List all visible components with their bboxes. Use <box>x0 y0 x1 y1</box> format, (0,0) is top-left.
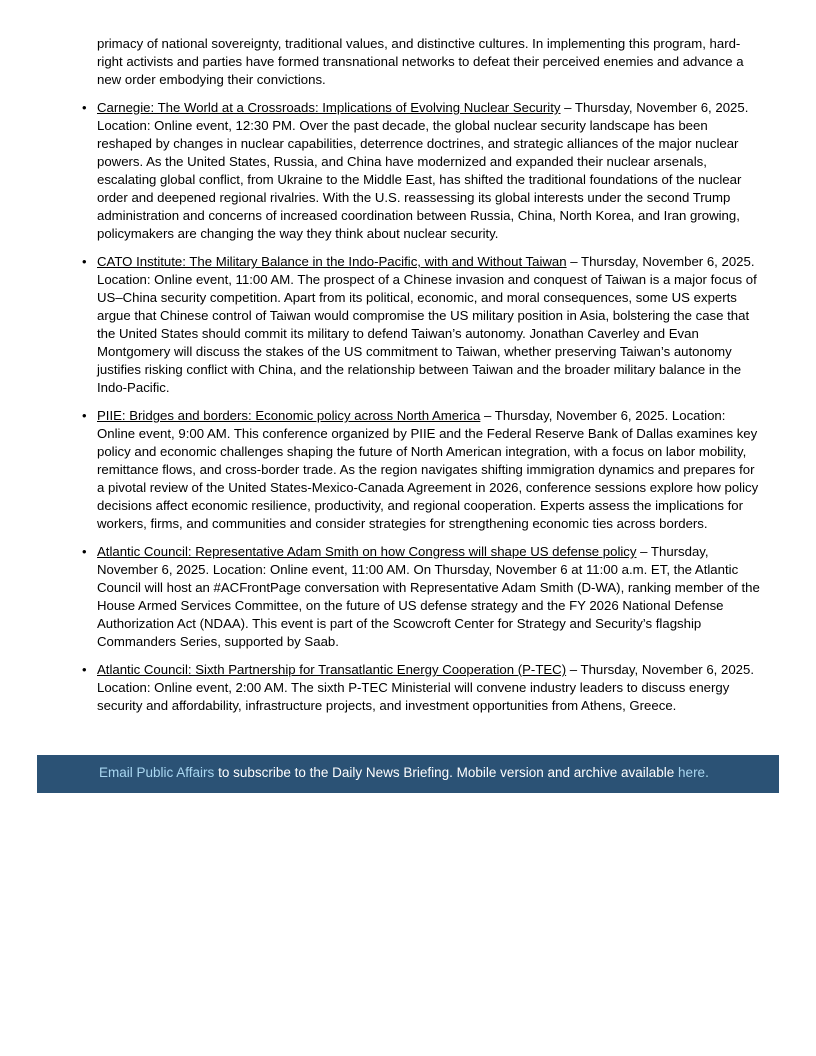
event-item <box>82 661 761 715</box>
briefing-content <box>82 35 761 725</box>
archive-here-link[interactable]: here. <box>678 765 709 780</box>
email-public-affairs-link[interactable]: Email Public Affairs <box>99 765 215 780</box>
event-link[interactable]: Atlantic Council: Sixth Partnership for Transatlantic Energy Cooperation (P-TEC) <box>97 662 567 677</box>
event-item <box>82 407 761 533</box>
bullet-icon: • <box>82 544 87 559</box>
event-item <box>82 253 761 397</box>
bullet-icon: • <box>82 100 87 115</box>
event-link[interactable]: PIIE: Bridges and borders: Economic policy across North America <box>97 408 481 423</box>
event-description: – Thursday, November 6, 2025. Location: Online event, 12:30 PM. Over the past decade, the global nuclear security landscape has been reshaped by changes in nuclear capabilities, deterrence doctrines, and strategic alliances of the major nuclear powers. As the United States, Russia, and China have modernized and expanded their nuclear arsenals, escalating global conflict, from Ukraine to the Middle East, has shifted the traditional foundations of the nuclear order and deepened regional rivalries. With the U.S. reassessing its global interests under the second Trump administration and concerns of increased coordination between Russia, China, North Korea, and Iran growing, policymakers are changing the way they think about nuclear security. <box>97 100 749 241</box>
event-description: – Thursday, November 6, 2025. Location: Online event, 9:00 AM. This conference organized by PIIE and the Federal Reserve Bank of Dallas examines key policy and economic challenges shaping the future of North American integration, with a focus on labor mobility, remittance flows, and cross-border trade. As the region navigates shifting immigration dynamics and prepares for a pivotal review of the United States-Mexico-Canada Agreement in 2026, conference sessions explore how policy decisions affect economic resilience, productivity, and regional cooperation. Experts assess the implications for workers, firms, and communities and consider strategies for strengthening economic ties across borders. <box>97 408 759 531</box>
bullet-icon: • <box>82 662 87 677</box>
bullet-icon: • <box>82 254 87 269</box>
bullet-icon: • <box>82 408 87 423</box>
event-link[interactable]: Carnegie: The World at a Crossroads: Implications of Evolving Nuclear Security <box>97 100 561 115</box>
event-item <box>82 543 761 651</box>
intro-paragraph: primacy of national sovereignty, traditional values, and distinctive cultures. In implementing this program, hard-right activists and parties have formed transnational networks to defeat their perceived enemies and advance a new order embodying their convictions. <box>97 36 744 87</box>
event-link[interactable]: Atlantic Council: Representative Adam Smith on how Congress will shape US defense policy <box>97 544 637 559</box>
event-link[interactable]: CATO Institute: The Military Balance in the Indo-Pacific, with and Without Taiwan <box>97 254 567 269</box>
event-description: – Thursday, November 6, 2025. Location: Online event, 2:00 AM. The sixth P-TEC Ministerial will convene industry leaders to discuss energy security and affordability, infrastructure projects, and investment opportunities from Athens, Greece. <box>97 662 754 713</box>
event-description: – Thursday, November 6, 2025. Location: Online event, 11:00 AM. The prospect of a Chinese invasion and conquest of Taiwan is a major focus of US–China security competition. Apart from its political, economic, and moral consequences, some US experts argue that Chinese control of Taiwan would compromise the US military position in Asia, bolstering the case that the United States should commit its military to defend Taiwan’s autonomy. Jonathan Caverley and Evan Montgomery will discuss the stakes of the US commitment to Taiwan, whether preserving Taiwan’s autonomy justifies risking conflict with China, and the relationship between Taiwan and the broader military balance in the Indo-Pacific. <box>97 254 757 395</box>
event-item <box>82 99 761 243</box>
event-list <box>82 99 761 715</box>
footer-text: to subscribe to the Daily News Briefing. Mobile version and archive available <box>214 765 679 780</box>
subscribe-footer-banner <box>37 755 779 793</box>
event-description: – Thursday, November 6, 2025. Location: Online event, 11:00 AM. On Thursday, November 6 at 11:00 a.m. ET, the Atlantic Council will host an #ACFrontPage conversation with Representative Adam Smith (D-WA), ranking member of the House Armed Services Committee, on the future of US defense strategy and the FY 2026 National Defense Authorization Act (NDAA). This event is part of the Scowcroft Center for Strategy and Security’s flagship Commanders Series, supported by Saab. <box>97 544 760 649</box>
